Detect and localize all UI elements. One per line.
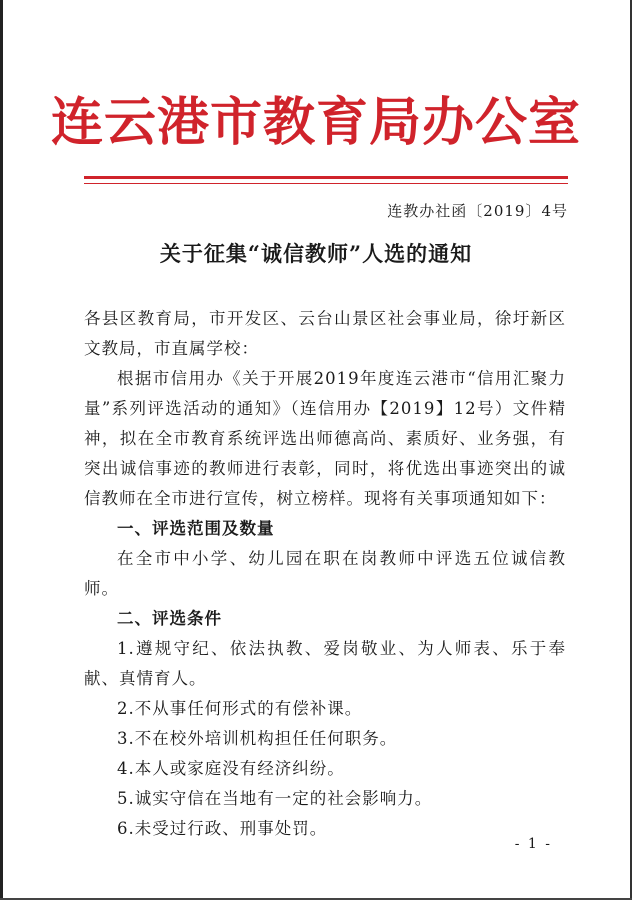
document-body [84,304,566,844]
section-heading: 二、评选条件 [117,609,222,628]
recipients: 各县区教育局，市开发区、云台山景区社会事业局，徐圩新区文教局，市直属学校： [84,309,566,358]
letterhead-rule-thick [84,176,568,179]
letterhead-rule-thin [84,183,568,184]
section-heading: 一、评选范围及数量 [117,519,275,538]
intro-paragraph: 根据市信用办《关于开展2019年度连云港市“信用汇聚力量”系列评选活动的通知》（连信用办【2019】12号）文件精神，拟在全市教育系统评选出师德高尚、素质好、业务强，有突出诚信事迹的教师进行表彰，同时，将优选出事迹突出的诚信教师在全市进行宣传，树立榜样。现将有关事项通知如下： [84,369,566,508]
document-title: 关于征集“诚信教师”人选的通知 [159,241,473,266]
condition-item: 1.遵规守纪、依法执教、爱岗敬业、为人师表、乐于奉献、真情育人。 [84,639,566,688]
condition-item: 6.未受过行政、刑事处罚。 [117,819,328,838]
condition-item: 5.诚实守信在当地有一定的社会影响力。 [117,789,433,808]
document-number: 连教办社函〔2019〕4号 [387,202,568,220]
condition-item: 3.不在校外培训机构担任任何职务。 [117,729,398,748]
section-text: 在全市中小学、幼儿园在职在岗教师中评选五位诚信教师。 [84,549,566,598]
page-number: - 1 - [514,836,552,852]
condition-item: 2.不从事任何形式的有偿补课。 [117,699,363,718]
condition-item: 4.本人或家庭没有经济纠纷。 [117,759,345,778]
letterhead-title: 连云港市教育局办公室 [50,93,581,153]
